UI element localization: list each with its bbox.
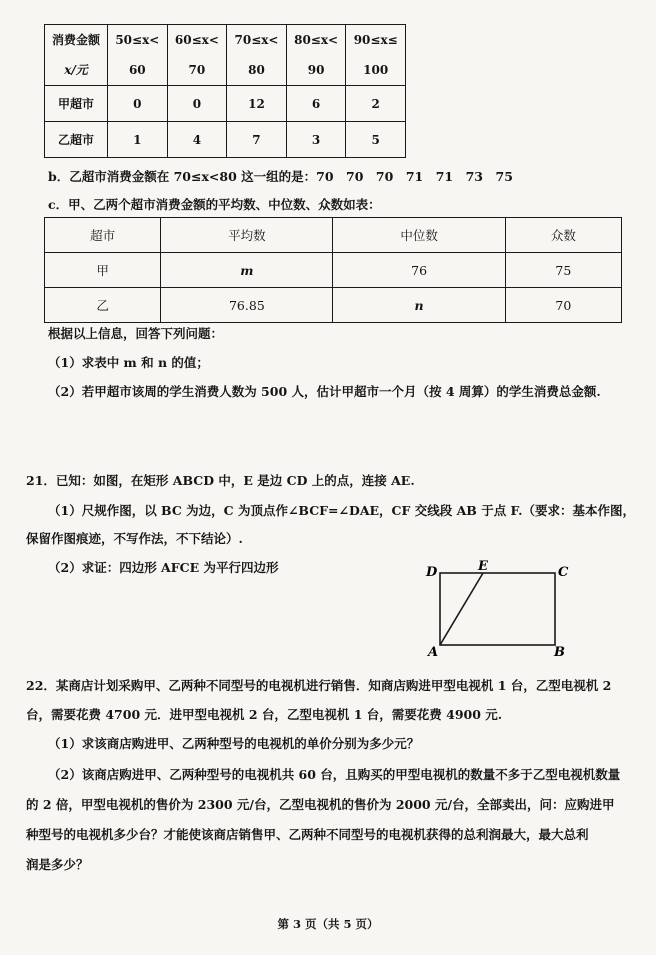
table-cell: 76.85 [161, 288, 333, 323]
q22-part1: （1）求该商店购进甲、乙两种型号的电视机的单价分别为多少元？ [48, 736, 420, 751]
header-cell: 超市 [45, 218, 161, 253]
header-cell: 平均数 [161, 218, 333, 253]
q21-part1-line2: 保留作图痕迹，不写作法，不下结论）. [26, 531, 243, 546]
header-cell: 众数 [505, 218, 621, 253]
row-label: 乙超市 [45, 122, 108, 158]
header-label-line2: x/元 [64, 63, 88, 77]
table-cell: 乙 [45, 288, 161, 323]
header-label-line1: 消费金额 [51, 33, 100, 47]
table-cell: 3 [286, 122, 346, 158]
q20-part1: （1）求表中 m 和 n 的值； [48, 355, 209, 370]
table-row [45, 218, 622, 253]
header-cell: 中位数 [333, 218, 505, 253]
statistics-table [44, 217, 622, 323]
table-row [45, 253, 622, 288]
range-top: 90≤x≤ [353, 33, 398, 47]
range-bottom: 100 [363, 63, 389, 77]
range-bottom: 90 [307, 63, 325, 77]
item-b-text: b．乙超市消费金额在 70≤x<80 这一组的是：70 70 70 71 71 73 75 [48, 169, 513, 184]
table-cell: 0 [167, 86, 227, 122]
q21-part1-line1: （1）尺规作图，以 BC 为边，C 为顶点作∠BCF=∠DAE，CF 交线段 AB 于点 F.（要求：基本作图， [48, 503, 636, 518]
table-row [45, 86, 406, 122]
range-top: 70≤x< [234, 33, 279, 47]
label-e: E [478, 559, 488, 574]
table-cell: 0 [108, 86, 168, 122]
header-cell-amount [45, 25, 108, 86]
q22-part2-line1: （2）该商店购进甲、乙两种型号的电视机共 60 台，且购买的甲型电视机的数量不多于乙型电视机数量 [48, 767, 621, 782]
segment-ae [440, 573, 483, 645]
label-a: A [428, 645, 439, 658]
q21-stem: 21．已知：如图，在矩形 ABCD 中，E 是边 CD 上的点，连接 AE. [26, 473, 415, 488]
consumption-frequency-table [44, 24, 406, 158]
table-cell: 1 [108, 122, 168, 158]
table-cell: 12 [227, 86, 287, 122]
table-row [45, 25, 406, 86]
range-bottom: 80 [248, 63, 265, 77]
label-c: C [558, 565, 569, 580]
range-cell [108, 25, 168, 86]
table-cell: 2 [346, 86, 406, 122]
table-cell: 5 [346, 122, 406, 158]
table-cell: 76 [333, 253, 505, 288]
q20-intro: 根据以上信息，回答下列问题： [48, 326, 224, 341]
q22-stem-line1: 22．某商店计划采购甲、乙两种不同型号的电视机进行销售．知商店购进甲型电视机 1 台，乙型电视机 2 [26, 678, 612, 693]
table-cell: 甲 [45, 253, 161, 288]
range-bottom: 60 [128, 63, 146, 77]
table-cell: n [333, 288, 505, 323]
q20-part2: （2）若甲超市该周的学生消费人数为 500 人，估计甲超市一个月（按 4 周算）的学生消费总金额. [48, 384, 601, 399]
q22-part2-line2: 的 2 倍，甲型电视机的售价为 2300 元/台，乙型电视机的售价为 2000 元/台，全部卖出，问：应购进甲 [26, 797, 615, 812]
table-cell: 70 [505, 288, 621, 323]
range-cell [346, 25, 406, 86]
range-top: 80≤x< [294, 33, 339, 47]
range-cell [167, 25, 227, 86]
range-cell [227, 25, 287, 86]
table-cell: m [161, 253, 333, 288]
row-label: 甲超市 [45, 86, 108, 122]
rectangle-figure [420, 558, 580, 658]
range-cell [286, 25, 346, 86]
page-footer: 第 3 页（共 5 页） [277, 917, 379, 931]
table-row [45, 288, 622, 323]
table-row [45, 122, 406, 158]
range-top: 60≤x< [174, 33, 219, 47]
table-cell: 4 [167, 122, 227, 158]
q22-part2-line4: 润是多少？ [26, 857, 89, 872]
table-cell: 7 [227, 122, 287, 158]
table-cell: 75 [505, 253, 621, 288]
q21-part2: （2）求证：四边形 AFCE 为平行四边形 [48, 560, 279, 575]
label-d: D [426, 565, 438, 580]
q22-part2-line3: 种型号的电视机多少台？才能使该商店销售甲、乙两种不同型号的电视机获得的总利润最大，最大总利 [26, 827, 589, 842]
q22-stem-line2: 台，需要花费 4700 元．进甲型电视机 2 台，乙型电视机 1 台，需要花费 4900 元. [26, 707, 503, 722]
table-cell: 6 [286, 86, 346, 122]
range-bottom: 70 [188, 63, 206, 77]
rectangle-abcd [440, 573, 555, 645]
range-top: 50≤x< [115, 33, 160, 47]
item-c-text: c．甲、乙两个超市消费金额的平均数、中位数、众数如表： [48, 197, 381, 212]
label-b: B [554, 645, 565, 658]
